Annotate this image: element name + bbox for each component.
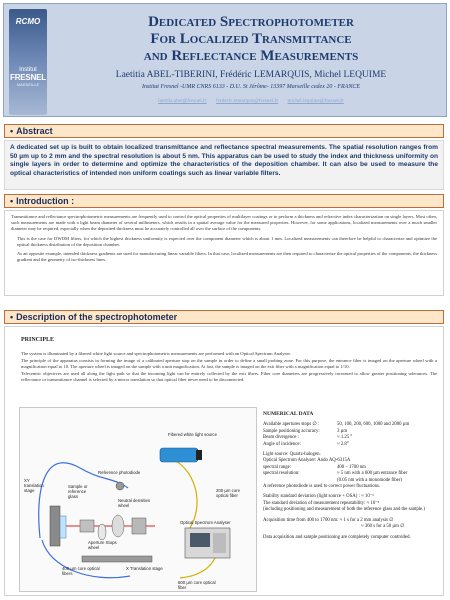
automation-line: Data acquisition and sample positioning are completely computer controlled. xyxy=(263,534,411,540)
data-row: Beam divergence : ≈ 1.25 ° xyxy=(263,435,353,441)
intro-paragraph-3: As an opposite example, intended thickness gradients are used for manufacturing linear variable filters. In that case, localized measurements are then required to characterize the optical properties of the components, the thickness gradient and the geometry of iso-thickness lines. xyxy=(17,251,437,262)
numerical-data-title: NUMERICAL DATA xyxy=(263,411,314,417)
setup-diagram xyxy=(19,407,257,592)
label-reference-photodiode: Reference photodiode xyxy=(98,470,141,475)
osa-line: Optical Spectrum Analyser: Ando AQ-6315A xyxy=(263,458,351,464)
logo-name: FRESNEL xyxy=(10,73,46,82)
email-links xyxy=(56,99,446,104)
authors: Laetitia ABEL-TIBERINI, Frédéric LEMARQUIS, Michel LEQUIME xyxy=(115,70,387,80)
aperture-stops-wheel xyxy=(98,524,106,540)
intro-paragraph-2: This is the case for DWDM filters, for which the highest thickness uniformity is expected over the component diameter which is about 1 mm. Localized measurements can therefore be helpful to characterize and optimize the optical thickness distribution of the deposition chamber. xyxy=(17,235,437,247)
label-sample: Sample or reference glass xyxy=(68,484,88,499)
data-row: (0.05 nm with a monomode fiber) xyxy=(337,477,403,483)
institute-logo xyxy=(9,9,47,115)
fresnel-logo-text xyxy=(10,67,46,88)
label-fibered-source: Fibered white light source xyxy=(168,432,217,437)
objective-2 xyxy=(132,518,146,534)
description-body xyxy=(4,326,444,596)
x-translation-stage xyxy=(82,556,152,562)
data-row: spectral resolution: ≈ 5 nm with a 600 µm entrance fiber xyxy=(263,471,408,477)
label-fiber-400: 400 µm core optical fibers xyxy=(62,566,100,576)
email-link-1[interactable]: laetitia.abel@fresnel.fr xyxy=(158,99,207,104)
label-x-stage: X Translation stage xyxy=(126,566,163,571)
intro-body xyxy=(4,210,444,296)
logo-inst: Institut xyxy=(19,67,37,73)
xy-stage xyxy=(50,506,60,546)
acquisition-line-1: Acquisition time from 400 to 1700 nm: ≈ 1 s for a 2 mm analysis ∅ xyxy=(263,517,394,523)
label-xy-stage: XY translation stage xyxy=(24,478,44,493)
acquisition-line-2: ≈ 360 s for a 50 µm ∅ xyxy=(361,524,405,530)
rcmo-logo-text: RCMO xyxy=(15,17,41,26)
data-row: Sample positioning accuracy: 3 µm xyxy=(263,428,348,434)
label-neutral-wheel: Neutral densities wheel xyxy=(118,498,151,508)
principle-paragraph-2: The principle of the apparatus consists in forming the image of a calibrated aperture stop on the sample in order to define a small probing zone. For this purpose, the entrance fiber is imaged on the aperture wheel with a magnification equal to 10. The aperture wheel is imaged on the sample with a unit magnification. At last, the sample is imaged on the exit fiber with a magnification equal to 1/10. xyxy=(21,358,437,369)
affiliation: Institut Fresnel -UMR CNRS 6133 - D.U. St Jérôme- 13397 Marseille cedex 20 - FRANCE xyxy=(141,84,361,90)
intro-section-bar xyxy=(4,194,444,208)
principle-heading: PRINCIPLE xyxy=(21,337,55,343)
osa-panel xyxy=(213,533,226,553)
fibered-source-cap xyxy=(196,450,202,460)
reference-photodiode xyxy=(116,482,124,490)
principle-paragraph-3: Telecentric objectives are used all along the light path so that the incoming light can be entirely collected by the exit fibers. Fiber core diameters are progressively increased to allow greater positioning tolerances. The reflectance or transmittance channel is selected by a mirror translation so that optical fiber never need to be disconnected. xyxy=(21,371,437,382)
sample-glass xyxy=(60,516,66,538)
description-section-bar xyxy=(4,310,444,324)
intro-heading: Introduction : xyxy=(16,196,75,206)
abstract-text: A dedicated set up is built to obtain localized transmittance and reflectance spectral measurements. The spatial resolution ranges from 50 µm up to 2 mm and the spectral resolution is about 5 nm. This apparatus can be used to study the index and thickness uniformity on single layers in order to determine and optimize the characteristics of the deposition chamber. It can also be used to measure the optical characteristics of intended non uniform coatings such as linear variable filters. xyxy=(4,140,444,190)
title-line-1: Dedicated Spectrophotometer xyxy=(148,14,354,30)
poster-header xyxy=(3,3,447,117)
title-line-3: and Reflectance Measurements xyxy=(143,48,359,64)
bullet-icon: • xyxy=(10,312,14,322)
bullet-icon: • xyxy=(10,126,14,136)
abstract-section-bar xyxy=(4,124,444,138)
neutral-densities-wheel xyxy=(112,515,124,537)
repeatability-line: The standard deviation of measurement repeatability: ≈ 10⁻³ xyxy=(263,500,380,506)
abstract-heading: Abstract xyxy=(16,126,53,136)
repeatability-note: (including positioning and measurement of both the reference glass and the sample.) xyxy=(263,507,425,513)
intro-paragraph-1: Transmittance and reflectance spectrophotometric measurements are frequently used to control the optical properties of multilayer coatings or to perform a thickness and refractive index characterization on single layers. Most often, such measurements are made with a light beam diameter of several millimeters, which results in a spatial average value for the measured properties. However, for some applications, localized measurements over a much smaller diameter may be required, especially when the deposited thickness must be accurately controlled all over the surface of the components. xyxy=(11,214,437,231)
data-row: Angle of incidence: ≈ 2.8° xyxy=(263,441,349,447)
principle-text xyxy=(21,351,437,384)
logo-sub: MARSEILLE xyxy=(16,82,40,87)
principle-paragraph-1: The system is illuminated by a fibered white light source and spectrophotometric measurements are performed with an Optical Spectrum Analyser. xyxy=(21,351,291,356)
email-link-3[interactable]: michel.lequime@fresnel.fr xyxy=(287,99,344,104)
label-fiber-200: 200 µm core optical fiber xyxy=(216,488,240,498)
photodiode-line: A reference photodiode is used to correct power fluctuations. xyxy=(263,484,381,490)
light-source-line: Light source: Quartz-halogen. xyxy=(263,452,321,458)
osa-screen xyxy=(190,533,210,547)
description-heading: Description of the spectrophotometer xyxy=(16,312,178,322)
label-aperture-wheel: Aperture Stops wheel xyxy=(88,540,117,550)
numerical-data xyxy=(263,411,443,541)
data-row: Available apertures stops ∅ : 50, 100, 200, 600, 1000 and 2000 µm xyxy=(263,422,410,428)
label-osa: Optical Spectrum Analyser xyxy=(180,520,231,525)
objective-1 xyxy=(80,520,94,532)
stability-line: Stability standard deviation (light source + OSA) : ≈ 10⁻³ xyxy=(263,494,374,500)
title-line-2: For Localized Transmittance xyxy=(150,31,352,47)
fibered-source-body xyxy=(160,448,198,462)
bullet-icon: • xyxy=(10,196,14,206)
data-row: spectral range: 400 – 1700 nm xyxy=(263,464,366,470)
email-link-2[interactable]: frederic.lemarquis@fresnel.fr xyxy=(215,99,279,104)
fiber-200 xyxy=(170,458,197,528)
label-fiber-600: 600 µm core optical fiber xyxy=(178,580,216,590)
poster-title xyxy=(56,14,446,65)
